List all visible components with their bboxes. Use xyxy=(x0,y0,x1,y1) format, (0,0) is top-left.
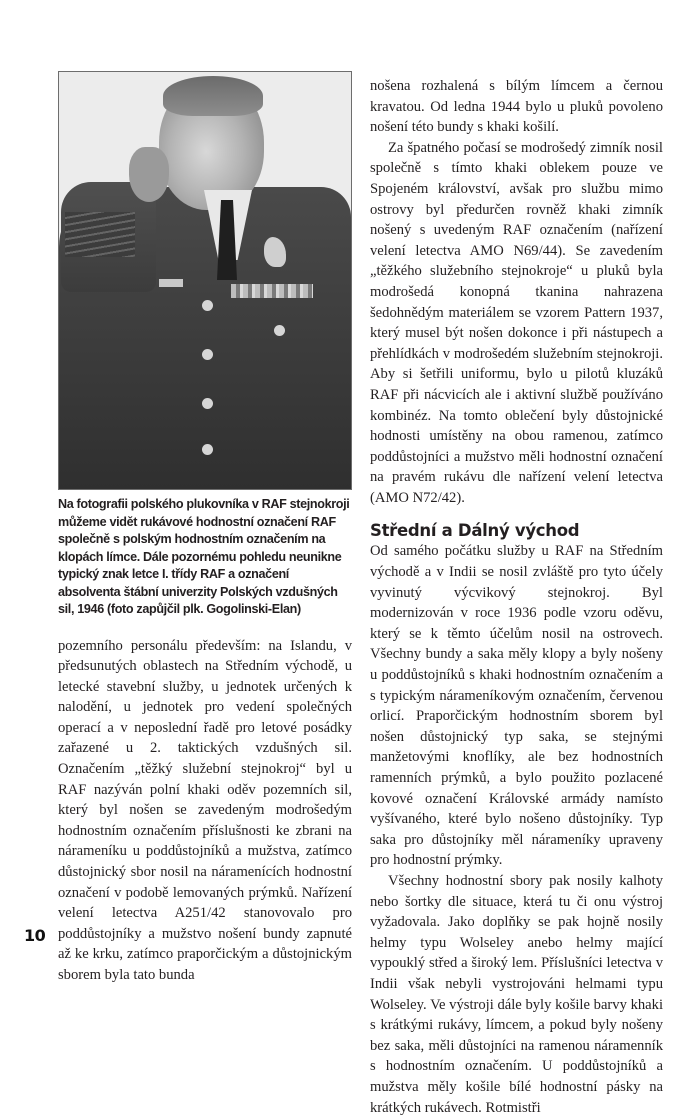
staff-college-badge-icon xyxy=(159,279,183,287)
body-paragraph: Za špatného počasí se modrošedý zimník nosil společně s tímto khaki oblekem pouze ve Spojeném království, avšak pro službu mimo ostrovy byl předurčen rovněž khaki zimník nošený s uvedeným RAF označením (nařízení velení letectva AMO N69/44). Se zavedením „těžkého služebního stejnokroje“ u pluků byla modrošedá konopná tkanina nahrazena šedohnědým materiálem se vzorem Pattern 1937, který musel být nošen dokonce i při nástupech a přehlídkách v modrošedém služebním stejnokroji. Aby si šetřili uniformu, bylo u pilotů kluzáků RAF při nácvicích ale i aktivní službě používáno kombinéz. Na tomto oblečení byly důstojnické hodnosti umístěny na obou ramenou, zatímco poddůstojníci a mužstvo měli hodnostní označení na pravém rukávu dle nařízení velení letectva (AMO N72/42). xyxy=(370,139,663,506)
body-paragraph: pozemního personálu především: na Islandu, v předsunutých oblastech na Středním východě, u letecké stavební služby, u jednotek určených k nalodění, u jednotek pro vedení společných operací a v neposlední řadě pro letové posádky zařazené u 2. taktických vzdušných sil. Označením „těžký služební stejnokroj“ byl u RAF nazýván polní khaki oděv pozemních sil, který byl nošen se zavedeným modrošedým hodnostním označením příslušnosti ke zbrani na nárameníku u poddůstojníků a mužstva, zatímco důstojnický sbor nosil na náramenících hodnostní označení v podobě lemovaných prýmků. Nařízení velení letectva A251/42 stanovovalo pro poddůstojníky a mužstvo nošení bundy zapnuté až ke krku, zatímco praporčickým a důstojnickým sborem byla tato bunda xyxy=(58,637,352,983)
section-heading: Střední a Dálný východ xyxy=(370,521,580,541)
right-column xyxy=(370,76,663,1118)
photo-hand xyxy=(129,147,169,202)
uniform-button-icon xyxy=(202,300,213,311)
photo-caption: Na fotografii polského plukovníka v RAF stejnokroji můžeme vidět rukávové hodnostní označení RAF společně s polským hodnostním označením na klopách límce. Dále pozornému pohledu neunikne typický znak letce I. třídy RAF a označení absolventa štábní univerzity Polských vzdušných sil, 1946 (foto zapůjčil plk. Gogolinski-Elan) xyxy=(58,497,350,616)
uniform-button-icon xyxy=(202,349,213,360)
uniform-button-icon xyxy=(202,398,213,409)
sleeve-rank-stripes xyxy=(65,212,135,257)
photo-hair xyxy=(163,76,263,116)
body-paragraph: nošena rozhalená s bílým límcem a černou kravatou. Od ledna 1944 bylo u pluků povoleno nošení této bundy s khaki košilí. xyxy=(370,78,663,136)
uniform-button-icon xyxy=(274,325,285,336)
body-paragraph: Všechny hodnostní sbory pak nosily kalhoty nebo šortky dle situace, která tu či onu výstroj vyžadovala. Jako doplňky se pak hojně nosily helmy typu Wolseley anebo helmy mající vypouklý střed a široký lem. Příslušníci letectva v Indii však nebyli vystrojováni helmami typu Wolseley. Ve výstroji dále byly košile barvy khaki s krátkými rukávy, límcem, a pokud byly nošeny bez saka, měli důstojníci na ramenou náramenník s hodnostním označením. U poddůstojníků a mužstva měly košile bílé hodnostní pásky na krátkých rukávech. Rotmistři xyxy=(370,872,663,1116)
uniform-button-icon xyxy=(202,444,213,455)
left-column xyxy=(58,71,352,986)
body-paragraph: Od samého počátku služby u RAF na Středním východě a v Indii se nosil zvláště pro tyto účely vyvinutý výcvikový stejnokroj. Byl modernizován v roce 1936 podle vzoru oděvu, který se k těmto účelům nosil na ostrovech. Všechny bundy a saka měly klopy a byly nošeny u poddůstojníků s khaki hodnostním označením a s typickým nárameníkovým označením, červenou orlicí. Praporčickým hodnostním sborem byl nošen důstojnický typ saka, se stejnými manžetovými knoflíky, ale bez hodnostních ramenních prýmků, a bylo použito pozlacené kovové označení Královské armády namísto vyšívaného, které bylo nošeno důstojníky. Typ saka pro důstojníky měl nárameníky upraveny pro hodnostní prýmky. xyxy=(370,543,663,869)
medal-ribbons xyxy=(231,284,313,298)
portrait-photo xyxy=(58,71,352,490)
page-number: 10 xyxy=(24,926,46,945)
